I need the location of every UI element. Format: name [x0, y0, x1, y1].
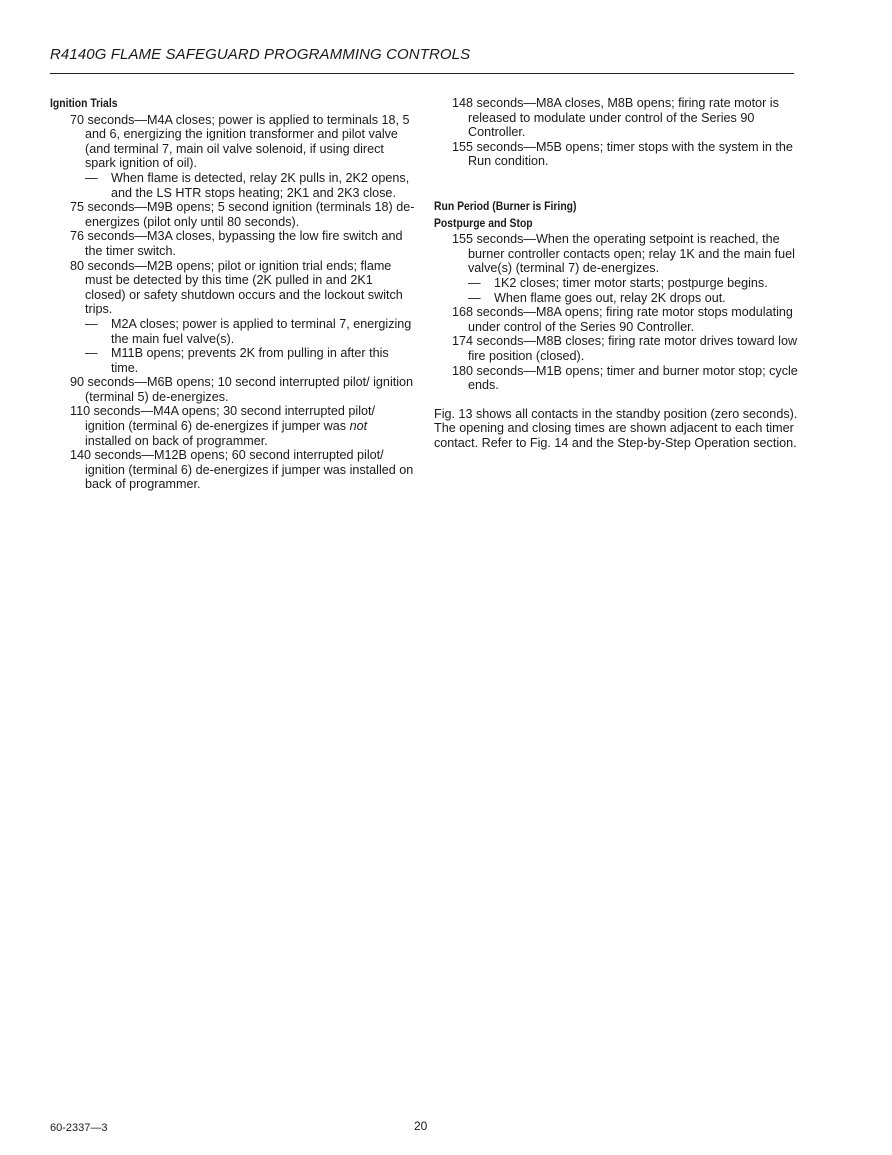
section-heading-postpurge: Postpurge and Stop [434, 215, 533, 230]
figure-note-paragraph: Fig. 13 shows all contacts in the standby position (zero seconds). The opening and closing times are shown adjacent to each timer contact. Refer to Fig. 14 and the Step-by-Step Operation section. [434, 406, 798, 450]
emphasis-not: not [349, 419, 368, 434]
list-item-text: installed on back of programmer. [85, 433, 268, 448]
section-heading-ignition-trials: Ignition Trials [50, 96, 118, 110]
list-item: 155 seconds—When the operating setpoint is reached, the burner controller contacts open; relay 1K and the main fuel valve(s) (terminal 7) de-energizes. [452, 232, 795, 276]
document-number: 60-2337—3 [50, 1122, 108, 1134]
sub-item [434, 276, 802, 291]
sub-item-text: M11B opens; prevents 2K from pulling in after this time. [111, 346, 389, 375]
sub-item-text: M2A closes; power is applied to terminal 7, energizing the main fuel valve(s). [111, 316, 412, 346]
postpurge-list [434, 232, 802, 393]
header-divider [50, 73, 794, 74]
list-item-text: 110 seconds—M4A opens; 30 second interrupted pilot/ ignition (terminal 6) de-energizes if jumper was [70, 404, 376, 434]
list-item: 76 seconds—M3A closes, bypassing the low fire switch and the timer switch. [70, 229, 403, 258]
sub-item [50, 346, 415, 375]
sub-item-text: When flame goes out, relay 2K drops out. [494, 290, 726, 305]
list-item: 80 seconds—M2B opens; pilot or ignition trial ends; flame must be detected by this time (2K pulled in and 2K1 closed) or safety shutdown occurs and the lockout switch trips. [70, 258, 403, 317]
ignition-trials-list [50, 113, 415, 492]
list-item: 174 seconds—M8B closes; firing rate motor drives toward low fire position (closed). [452, 334, 798, 363]
em-dash-bullet: — [468, 275, 481, 290]
page-header-title: R4140G FLAME SAFEGUARD PROGRAMMING CONTROLS [50, 46, 471, 63]
em-dash-bullet: — [85, 316, 98, 331]
list-item: 155 seconds—M5B opens; timer stops with the system in the Run condition. [452, 139, 793, 169]
list-item: 180 seconds—M1B opens; timer and burner motor stop; cycle ends. [452, 363, 798, 393]
sub-item-text: 1K2 closes; timer motor starts; postpurge begins. [494, 275, 768, 290]
list-item: 140 seconds—M12B opens; 60 second interrupted pilot/ ignition (terminal 6) de-energizes if jumper was installed on back of programmer. [70, 448, 414, 492]
left-column [50, 96, 415, 492]
list-item: 148 seconds—M8A closes, M8B opens; firing rate motor is released to modulate under control of the Series 90 Controller. [452, 96, 779, 140]
em-dash-bullet: — [85, 346, 98, 361]
sub-item-text: When flame is detected, relay 2K pulls in, 2K2 opens, and the LS HTR stops heating; 2K1 and 2K3 close. [111, 170, 410, 200]
right-column [434, 96, 802, 463]
em-dash-bullet: — [85, 170, 98, 185]
run-entries-list [434, 96, 802, 169]
sub-item [50, 317, 415, 346]
list-item: 90 seconds—M6B opens; 10 second interrupted pilot/ ignition (terminal 5) de-energizes. [70, 375, 414, 404]
em-dash-bullet: — [468, 290, 481, 305]
sub-item [50, 171, 415, 200]
sub-item [434, 291, 802, 306]
list-item: 75 seconds—M9B opens; 5 second ignition (terminals 18) de-energizes (pilot only until 80 seconds). [70, 200, 415, 229]
section-heading-run-period: Run Period (Burner is Firing) [434, 198, 577, 213]
list-item: 70 seconds—M4A closes; power is applied to terminals 18, 5 and 6, energizing the ignition transformer and pilot valve (and terminal 7, main oil valve solenoid, if using direct spark ignition of oil). [70, 112, 410, 171]
list-item: 168 seconds—M8A opens; firing rate motor stops modulating under control of the Series 90 Controller. [452, 305, 793, 334]
page-number: 20 [414, 1119, 428, 1133]
list-item [50, 404, 415, 448]
